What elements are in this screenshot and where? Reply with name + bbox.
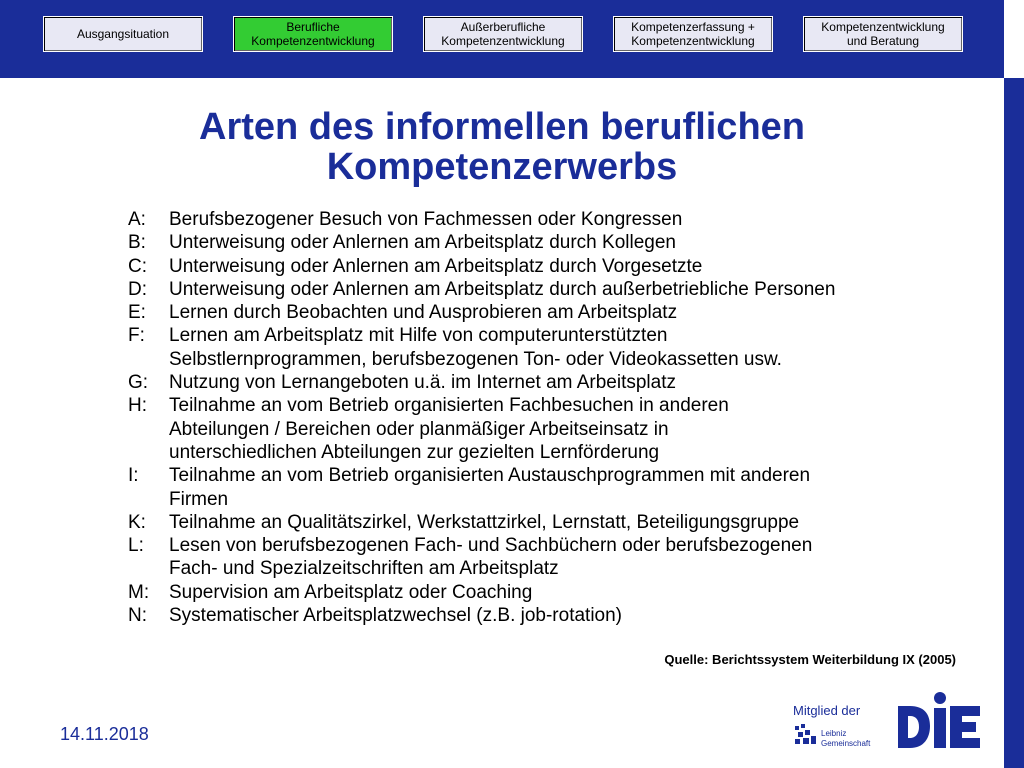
list-item-text: Nutzung von Lernangeboten u.ä. im Internet am Arbeitsplatz xyxy=(169,372,676,394)
list-item xyxy=(128,278,928,301)
list-item-text: Berufsbezogener Besuch von Fachmessen oder Kongressen xyxy=(169,209,683,230)
member-label: Mitglied der xyxy=(793,703,861,718)
nav-label: Kompetenzentwicklung xyxy=(631,34,755,48)
list-item xyxy=(128,208,928,231)
nav-label: Kompetenzentwicklung xyxy=(251,34,375,48)
list-item-text: Supervision am Arbeitsplatz oder Coaching xyxy=(169,581,533,603)
list-item-text: Unterweisung oder Anlernen am Arbeitsplatz durch außerbetriebliche Personen xyxy=(169,278,836,300)
list-item xyxy=(128,581,928,604)
list-item xyxy=(128,371,928,394)
list-item-key: I: xyxy=(128,465,139,487)
list-item-key: D: xyxy=(128,278,147,300)
list-item-key: M: xyxy=(128,581,150,603)
list-item-key: F: xyxy=(128,325,145,347)
list-item-key: A: xyxy=(128,209,146,230)
list-item-key: E: xyxy=(128,302,146,324)
list-item-text: Teilnahme an vom Betrieb organisierten Austauschprogrammen mit anderen Firmen xyxy=(169,465,811,510)
nav-label: Kompetenzerfassung + xyxy=(631,20,755,34)
leibniz-logo xyxy=(793,722,875,750)
list-item xyxy=(128,464,928,511)
side-bar xyxy=(1004,78,1024,768)
list-item-text: Teilnahme an vom Betrieb organisierten Fachbesuchen in anderen Abteilungen / Bereichen oder planmäßiger Arbeitseinsatz in unterschiedlichen Abteilungen zur gezielten Lernförderung xyxy=(169,395,729,463)
list-item-text: Lernen durch Beobachten und Ausprobieren am Arbeitsplatz xyxy=(169,302,678,324)
list-item-key: H: xyxy=(128,395,147,417)
nav-button-ausgangsituation[interactable] xyxy=(43,16,203,52)
list-item xyxy=(128,511,928,534)
list-item xyxy=(128,604,928,627)
list-item xyxy=(128,324,928,371)
nav-button-kompetenzentwicklung-beratung[interactable] xyxy=(803,16,963,52)
svg-text:Leibniz: Leibniz xyxy=(821,729,847,738)
list-item-text: Lesen von berufsbezogenen Fach- und Sachbüchern oder berufsbezogenen Fach- und Spezialzeitschriften am Arbeitsplatz xyxy=(169,535,813,580)
list-item-text: Lernen am Arbeitsplatz mit Hilfe von computerunterstützten Selbstlernprogrammen, berufsbezogenen Ton- oder Videokassetten usw. xyxy=(169,325,782,370)
slide-title-line1: Arten des informellen beruflichen xyxy=(199,106,805,148)
list-item xyxy=(128,231,928,254)
nav-label: Berufliche xyxy=(286,20,340,34)
footer-date: 14.11.2018 xyxy=(60,724,149,744)
list-item-text: Systematischer Arbeitsplatzwechsel (z.B. job-rotation) xyxy=(169,605,623,627)
list-item xyxy=(128,255,928,278)
svg-text:Gemeinschaft: Gemeinschaft xyxy=(821,739,871,748)
source-note: Quelle: Berichtssystem Weiterbildung IX (2005) xyxy=(664,652,956,667)
slide-title-line2: Kompetenzerwerbs xyxy=(326,146,678,188)
list-item-text: Unterweisung oder Anlernen am Arbeitsplatz durch Vorgesetzte xyxy=(169,255,703,277)
nav-label: Ausgangsituation xyxy=(76,27,170,41)
nav-label: Kompetenzentwicklung xyxy=(821,20,945,34)
list-item xyxy=(128,534,928,581)
list-item xyxy=(128,301,928,324)
list-item-text: Teilnahme an Qualitätszirkel, Werkstattzirkel, Lernstatt, Beteiligungsgruppe xyxy=(169,511,800,533)
nav-label: Kompetenzentwicklung xyxy=(441,34,565,48)
die-logo xyxy=(896,692,982,750)
learning-types-list xyxy=(128,208,928,627)
list-item xyxy=(128,394,928,464)
slide-title xyxy=(0,107,1004,187)
list-item-key: K: xyxy=(128,511,146,533)
nav-button-berufliche-kompetenzentwicklung[interactable] xyxy=(233,16,393,52)
nav-button-kompetenzerfassung[interactable] xyxy=(613,16,773,52)
side-notch xyxy=(1004,0,1024,78)
list-item-key: G: xyxy=(128,372,149,394)
nav-label: und Beratung xyxy=(846,34,920,48)
list-item-key: B: xyxy=(128,232,146,254)
list-item-text: Unterweisung oder Anlernen am Arbeitsplatz durch Kollegen xyxy=(169,232,676,254)
nav-button-ausserberufliche-kompetenzentwicklung[interactable] xyxy=(423,16,583,52)
list-item-key: L: xyxy=(128,535,144,557)
list-item-key: N: xyxy=(128,605,147,627)
list-item-key: C: xyxy=(128,255,147,277)
nav-label: Außerberufliche xyxy=(460,20,546,34)
